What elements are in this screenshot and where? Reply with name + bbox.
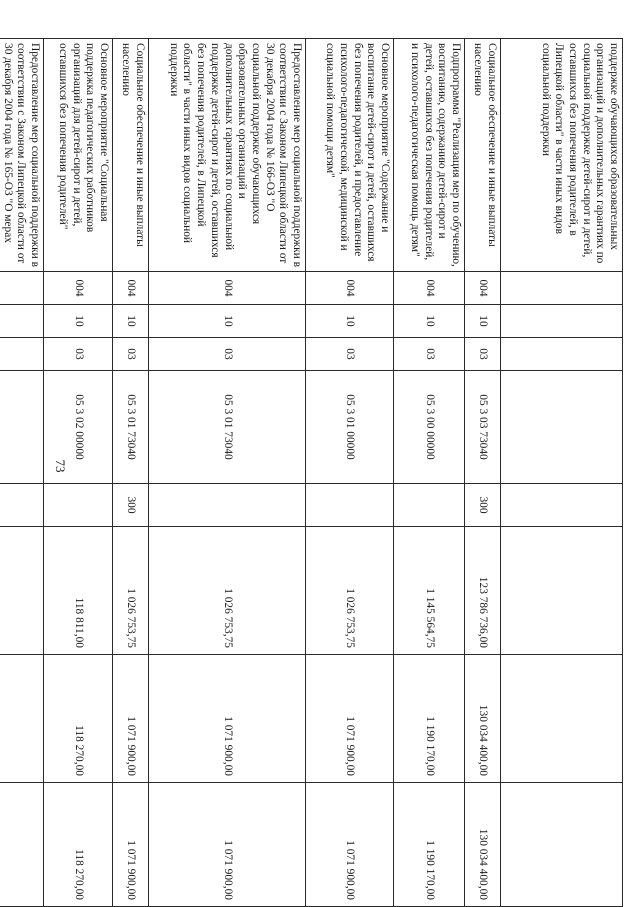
admin-code: 004 (306, 272, 394, 305)
target-article: 05 3 02 00000 (44, 371, 113, 484)
amount-year-1: 1 026 753,75 (149, 527, 306, 655)
row-name: поддержке обучающихся образовательных организаций и дополнительных гарантиях по социальной поддержке детей-сирот и детей, оставшихся без попечения родителей, в Липецкой области" в части иных видов социальной поддержки (501, 39, 623, 272)
section-code: 10 (44, 305, 113, 338)
target-article: 05 3 03 73040 (465, 371, 501, 484)
page-number: 73 (53, 459, 68, 473)
admin-code (501, 272, 623, 305)
expense-type: 300 (465, 484, 501, 527)
table-row (113, 39, 149, 907)
subsection-code (501, 338, 623, 371)
row-name: Основное мероприятие "Социальная поддержка педагогических работников организаций для детей-сирот и детей, оставшихся без попечения родителей" (44, 39, 113, 272)
amount-year-1 (0, 527, 44, 655)
amount-year-3 (501, 783, 623, 907)
amount-year-3: 130 034 400,00 (465, 783, 501, 907)
amount-year-2: 118 270,00 (44, 655, 113, 783)
target-article: 05 3 01 73040 (113, 371, 149, 484)
section-code: 10 (306, 305, 394, 338)
amount-year-1: 1 026 753,75 (306, 527, 394, 655)
admin-code: 004 (149, 272, 306, 305)
amount-year-2: 1 071 900,00 (306, 655, 394, 783)
admin-code: 004 (113, 272, 149, 305)
target-article (0, 371, 44, 484)
row-name: Социальное обеспечение и иные выплаты населению (465, 39, 501, 272)
amount-year-1: 123 786 736,00 (465, 527, 501, 655)
amount-year-3 (0, 783, 44, 907)
subsection-code: 03 (44, 338, 113, 371)
amount-year-2: 1 190 170,00 (394, 655, 465, 783)
amount-year-3: 1 071 900,00 (306, 783, 394, 907)
subsection-code: 03 (394, 338, 465, 371)
row-name: Социальное обеспечение и иные выплаты населению (113, 39, 149, 272)
expense-type (0, 484, 44, 527)
budget-table (0, 38, 623, 907)
target-article: 05 3 00 00000 (394, 371, 465, 484)
table-row (149, 39, 306, 907)
table-row (501, 39, 623, 907)
amount-year-2: 1 071 900,00 (113, 655, 149, 783)
target-article: 05 3 01 00000 (306, 371, 394, 484)
amount-year-1: 1 145 564,75 (394, 527, 465, 655)
amount-year-3: 118 270,00 (44, 783, 113, 907)
row-name: Предоставление мер социальной поддержки в соответствии с Законом Липецкой области от 30 декабря 2004 года № 165-ОЗ "О мерах (0, 39, 44, 272)
section-code: 10 (465, 305, 501, 338)
table-row (306, 39, 394, 907)
amount-year-1 (501, 527, 623, 655)
amount-year-2 (501, 655, 623, 783)
section-code (501, 305, 623, 338)
admin-code: 004 (44, 272, 113, 305)
table-row (44, 39, 113, 907)
expense-type (501, 484, 623, 527)
subsection-code: 03 (113, 338, 149, 371)
row-name: Предоставление мер социальной поддержки в соответствии с Законом Липецкой области от 30 декабря 2004 года № 166-ОЗ "О социальной поддержке обучающихся образовательных организаций и дополнительных гарантиях по социальной поддержке детей-сирот и детей, оставшихся без попечения родителей, в Липецкой области" в части иных видов социальной поддержки (149, 39, 306, 272)
amount-year-2: 130 034 400,00 (465, 655, 501, 783)
target-article: 05 3 01 73040 (149, 371, 306, 484)
expense-type (149, 484, 306, 527)
expense-type (44, 484, 113, 527)
amount-year-3: 1 071 900,00 (113, 783, 149, 907)
amount-year-3: 1 190 170,00 (394, 783, 465, 907)
budget-table-frame (1, 38, 623, 906)
subsection-code: 03 (306, 338, 394, 371)
expense-type (394, 484, 465, 527)
table-row (465, 39, 501, 907)
admin-code: 004 (394, 272, 465, 305)
section-code: 10 (149, 305, 306, 338)
row-name: Основное мероприятие "Содержание и воспитание детей-сирот и детей, оставшихся без попечения родителей, и предоставление психолого-педагогической, медицинской и социальной помощи детям" (306, 39, 394, 272)
section-code: 10 (394, 305, 465, 338)
section-code: 10 (113, 305, 149, 338)
row-name: Подпрограмма "Реализация мер по обучению, воспитанию, содержанию детей-сирот и детей, оставшихся без попечения родителей, и психолого-педагогическая помощь детям" (394, 39, 465, 272)
amount-year-1: 118 811,00 (44, 527, 113, 655)
section-code (0, 305, 44, 338)
subsection-code (0, 338, 44, 371)
expense-type (306, 484, 394, 527)
budget-table-rotated (1, 38, 623, 906)
target-article (501, 371, 623, 484)
amount-year-1: 1 026 753,75 (113, 527, 149, 655)
subsection-code: 03 (149, 338, 306, 371)
amount-year-2 (0, 655, 44, 783)
amount-year-2: 1 071 900,00 (149, 655, 306, 783)
amount-year-3: 1 071 900,00 (149, 783, 306, 907)
expense-type: 300 (113, 484, 149, 527)
table-row (0, 39, 44, 907)
admin-code: 004 (465, 272, 501, 305)
subsection-code: 03 (465, 338, 501, 371)
table-row (394, 39, 465, 907)
admin-code (0, 272, 44, 305)
